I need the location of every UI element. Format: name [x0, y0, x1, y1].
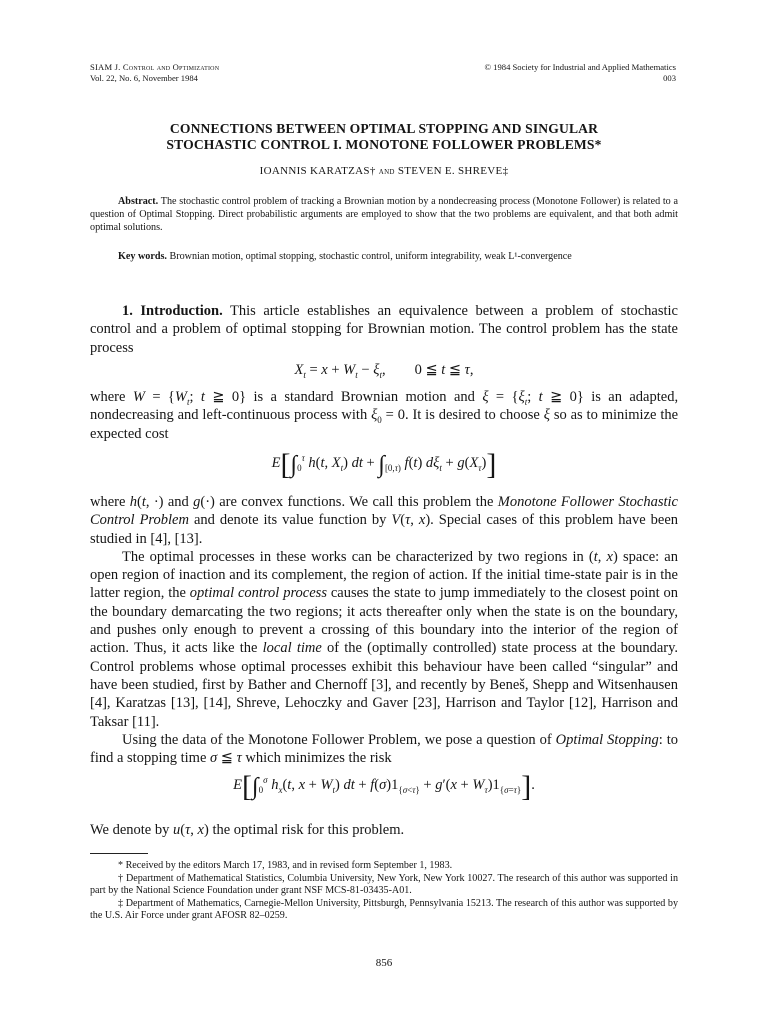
equation-expected-cost: $E[\int_0^\tau$ h(t, $X_t$) dt + $\int_{[0,\tau)}$ f(t) $d\xi_t + g(X_\tau)$] [271, 448, 497, 481]
author-1: IOANNIS KARATZAS† [259, 165, 376, 177]
special-cases-text: . Special cases of this problem have been studied in [4], [13]. [90, 512, 679, 547]
title-line-2: STOCHASTIC CONTROL I. MONOTONE FOLLOWER PROBLEMS* [166, 137, 602, 152]
author-2: STEVEN E. SHREVE‡ [397, 165, 509, 177]
paper-title [90, 121, 678, 153]
abstract-label: Abstract. [118, 196, 159, 207]
denote-a: We denote by [90, 822, 170, 838]
abstract-text: The stochastic control problem of tracking a Brownian motion by a nondecreasing process (Monotone Follower) is related to a question of Optimal Stopping. Direct probabilistic arguments are employed to show that the two problems are equivalent, and that both admit optimal solutions. [90, 196, 678, 234]
definition-paragraph: where $W = \{W_t$; t ≧ 0} is a standard Brownian motion and $\xi = \{\xi_t$; t ≧ 0} is an adapted, nondecreasing and left-continuous process with $\xi_0 = 0$. It is desired to choose ξ so as to minimize the expected cost [90, 389, 679, 442]
denote-line: We denote by u(τ, x) the optimal risk for this problem. [90, 822, 405, 838]
journal-header [90, 62, 219, 83]
article-code: 003 [663, 72, 676, 83]
where2-a: where [90, 494, 126, 510]
footnote-rule [90, 853, 148, 854]
monotone-follower-title: Monotone Follower Stochastic Control Problem [90, 494, 678, 529]
para3-a: Using the data of the Monotone Follower Problem, we pose a question of [122, 731, 552, 748]
author-line [90, 165, 678, 177]
adapted-text: is an adapted, nondecreasing and left-continuous process with [90, 389, 679, 424]
copyright-header [485, 62, 677, 83]
page-number: 856 [375, 957, 393, 969]
para2-a: The optimal processes in these works can be characterized by two regions in [122, 548, 584, 565]
abstract [90, 195, 678, 235]
footnote-received: * Received by the editors March 17, 1983, and in revised form September 1, 1983. [118, 860, 453, 871]
footnote-karatzas: † Department of Mathematical Statistics, Columbia University, New York, New York 10027. The research of this author was supported in part by the National Science Foundation under grant NSF MCS-81-03435-A01. [90, 872, 678, 897]
keywords-label: Key words. [118, 251, 167, 262]
intro-text: This article establishes an equivalence between a problem of stochastic control and a problem of optimal stopping for Brownian motion. The control problem has the state process [90, 303, 678, 356]
body-paragraphs: where h(t, ·) and g(·) are convex functions. We call this problem the Monotone Follower Stochastic Control Problem and denote its value function by V(τ, x). Special cases of this problem have been studied in [4], [13]. The optimal processes in these works can be characterized by two regions in (t, x) space: an open region of inaction and its complement, the region of action. If the initial time-state pair is in the latter region, the optimal control process causes the state to jump immediately to the closest point on the boundary demarcating the two regions; it acts thereafter only when the state is on the boundary, and pushes only enough to prevent a crossing of this boundary into the interior of the region of action. Thus, it acts like the local time of the (optimally controlled) state process at the boundary. Control problems whose optimal processes exhibit this behaviour have been called “singular” and have been studied, first by Bather and Chernoff [3], and recently by Beneš, Shepp and Witsenhausen [4], Karatzas [13], [14], Shreve, Lehoczky and Gaver [23], Harrison and Taylor [12], Harrison and Taksar [11]. Using the data of the Monotone Follower Problem, we pose a question of Optimal Stopping: to find a stopping time σ ≦ τ which minimizes the risk [90, 494, 679, 767]
equation-risk: $E[\int_0^\sigma$ $h_x(t$, $x + W_t$) dt + $f(\sigma)1_{\{\sigma<\tau\}} + g'(x + W_\tau)1_{\{\sigma=\tau\}}$]. [233, 770, 535, 803]
where1-text: is a standard Brownian motion and [253, 389, 475, 405]
journal-volume: Vol. 22, No. 6, November 1984 [90, 72, 198, 83]
optimal-control-process: optimal control process [189, 585, 327, 602]
para2-b: space: an open region of inaction and its complement, the region of action. If the initial time-state pair is in the latter region, the [90, 548, 678, 602]
keywords-text: Brownian motion, optimal stopping, stochastic control, uniform integrability, weak L¹-convergence [169, 251, 572, 262]
para2-d: of the (optimally controlled) state process at the boundary. Control problems whose optimal processes exhibit this behaviour have been called “singular” and have been studied, first by Bather and Chernoff [3], and recently by Beneš, Shepp and Witsenhausen [4], Karatzas [13], [14], Shreve, Lehoczky and Gaver [23], Harrison and Taylor [12], Harrison and Taksar [11]. [90, 640, 679, 730]
denote-b: the optimal risk for this problem. [212, 822, 405, 838]
footnote-shreve: ‡ Department of Mathematics, Carnegie-Mellon University, Pittsburgh, Pennsylvania 15213. The research of this author was supported by the U.S. Air Force under grant AFOSR 82–0259. [90, 897, 678, 922]
equation-state-process: $X_t = x + W_t - \xi_t$, 0 ≦ t ≦ τ, [294, 362, 474, 380]
footnotes [90, 860, 678, 923]
keywords [90, 250, 678, 264]
title-line-1: CONNECTIONS BETWEEN OPTIMAL STOPPING AND SINGULAR [169, 121, 599, 136]
where2-b: and [167, 494, 189, 510]
author-and: and [378, 166, 395, 177]
where2-c: are convex functions. We call this problem the [219, 494, 494, 510]
copyright-line: © 1984 Society for Industrial and Applied Mathematics [484, 62, 676, 72]
journal-name: SIAM J. Control and Optimization [90, 62, 220, 72]
so-as-text: so as to minimize the expected cost [90, 407, 679, 442]
intro-paragraph [90, 302, 678, 357]
para3-b: : to find a stopping time [90, 731, 679, 767]
optimal-stopping: Optimal Stopping [555, 731, 659, 748]
para2-c: causes the state to jump immediately to the closest point on the boundary demarcating the two regions; it acts thereafter only when the state is on the boundary, and pushes only enough to prevent a crossing of this boundary into the interior of the region of action. Thus, it acts like the [90, 585, 679, 657]
section-heading: 1. Introduction. [122, 303, 223, 319]
value-fn-text: and denote its value function by [193, 512, 387, 529]
choose-text: . It is desired to choose [404, 407, 540, 424]
para3-c: which minimizes the risk [245, 750, 392, 767]
local-time: local time [262, 640, 322, 657]
